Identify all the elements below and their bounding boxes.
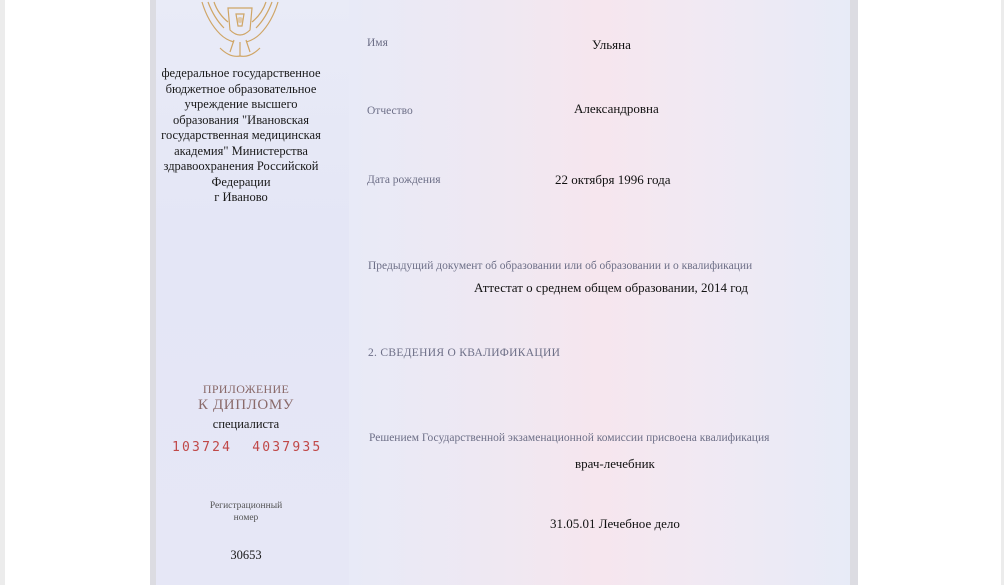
coat-of-arms-emblem-icon [190, 0, 290, 62]
date-of-birth-label: Дата рождения [367, 174, 441, 186]
annex-title-line2: К ДИПЛОМУ [197, 397, 294, 413]
issuer-line: здравоохранения Российской [163, 159, 319, 173]
patronymic-value: Александровна [574, 101, 659, 116]
issuer-line: учреждение высшего [184, 97, 298, 111]
issuer-line: федеральное государственное [161, 66, 321, 80]
diploma-serial-number: 103724 4037935 [172, 440, 323, 455]
annex-title [156, 382, 336, 414]
previous-document-label: Предыдущий документ об образовании или об образовании и о квалификации [368, 260, 753, 272]
qualification-value: врач-лечебник [575, 456, 655, 471]
degree-level: специалиста [212, 417, 280, 431]
registration-number: 30653 [230, 548, 262, 562]
issuer-city: г Иваново [214, 190, 268, 204]
patronymic-label: Отчество [367, 105, 413, 117]
issuer-line: бюджетное образовательное [165, 81, 317, 96]
date-of-birth-value: 22 октября 1996 года [555, 172, 671, 187]
name-label: Имя [367, 37, 388, 49]
reg-label-line1: Регистрационный [209, 501, 283, 511]
issuer-line: образования "Ивановская [173, 112, 309, 127]
name-value: Ульяна [592, 37, 631, 52]
previous-document-value: Аттестат о среднем общем образовании, 2014 год [474, 280, 749, 295]
specialty-value: 31.05.01 Лечебное дело [550, 516, 680, 531]
qualification-decision-label: Решением Государственной экзаменационной комиссии присвоена квалификация [369, 432, 770, 444]
reg-label-line2: номер [233, 513, 259, 523]
issuer-line: академия" Министерства [174, 143, 308, 158]
registration-number-label [156, 500, 336, 524]
issuer-line: Федерации [211, 174, 271, 189]
annex-title-line1: ПРИЛОЖЕНИЕ [202, 382, 290, 396]
issuer-line: государственная медицинская [161, 128, 321, 142]
section-2-title: 2. СВЕДЕНИЯ О КВАЛИФИКАЦИИ [368, 347, 561, 359]
issuer-institution-name [156, 66, 326, 206]
